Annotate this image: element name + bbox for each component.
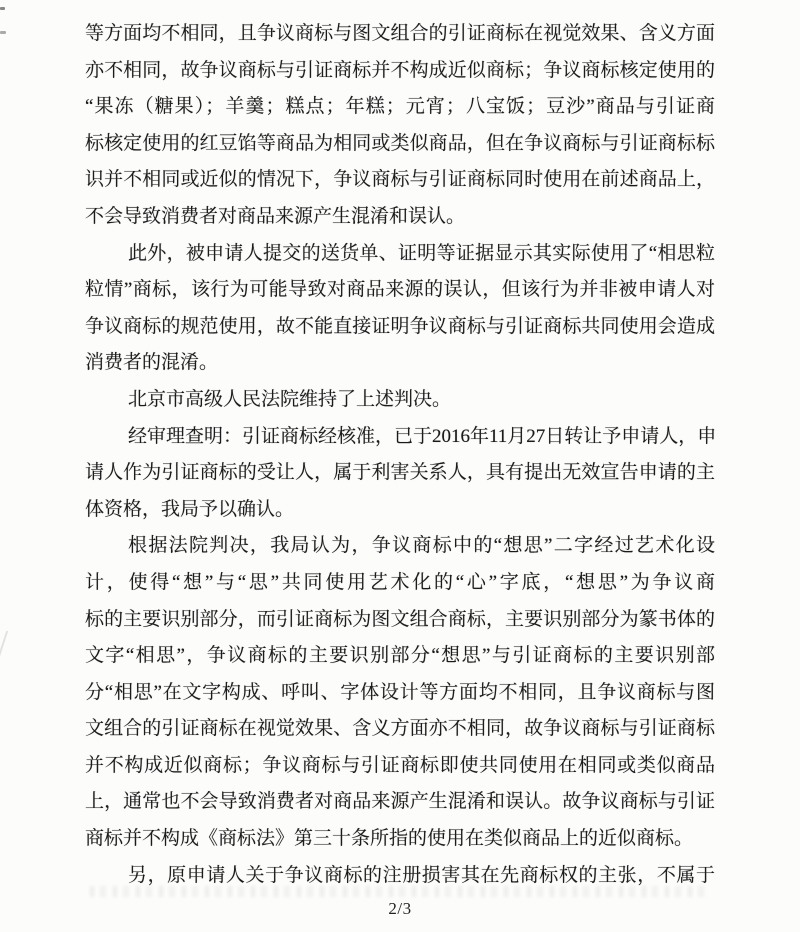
text-line-p1-4: 标核定使用的红豆馅等商品为相同或类似商品，但在争议商标与引证商标标 [85, 132, 715, 154]
scan-artifact [0, 7, 5, 10]
text-line-p5-2: 计，使得“想”与“思”共同使用艺术化的“心”字底，“想思”为争议商 [85, 571, 715, 593]
text-line-p1-5: 识并不相同或近似的情况下，争议商标与引证商标同时使用在前述商品上， [85, 169, 715, 191]
bleed-through-artifact [90, 886, 710, 897]
text-line-p2-4: 消费者的混淆。 [85, 352, 219, 374]
text-line-p2-3: 争议商标的规范使用，故不能直接证明争议商标与引证商标共同使用会造成 [85, 315, 715, 337]
text-line-p5-7: 并不构成近似商标；争议商标与引证商标即使共同使用在相同或类似商品 [85, 754, 715, 776]
text-line-p2-1: 此外，被申请人提交的送货单、证明等证据显示其实际使用了“相思粒 [128, 242, 715, 264]
text-line-p4-3: 体资格，我局予以确认。 [85, 498, 295, 520]
text-line-p6-1: 另，原申请人关于争议商标的注册损害其在先商标权的主张，不属于 [128, 864, 715, 886]
text-line-p5-3: 标的主要识别部分，而引证商标为图文组合商标，主要识别部分为篆书体的 [85, 608, 715, 630]
text-line-p5-4: 文字“相思”，争议商标的主要识别部分“想思”与引证商标的主要识别部 [85, 645, 715, 667]
text-line-p1-3: “果冻（糖果）；羊羹；糕点；年糕；元宵；八宝饭；豆沙”商品与引证商 [85, 96, 715, 118]
text-line-p5-6: 文组合的引证商标在视觉效果、含义方面亦不相同，故争议商标与引证商标 [85, 718, 715, 740]
text-line-p5-5: 分“相思”在文字构成、呼叫、字体设计等方面均不相同，且争议商标与图 [85, 681, 715, 703]
text-line-p1-6: 不会导致消费者对商品来源产生混淆和误认。 [85, 205, 466, 227]
text-line-p4-2: 请人作为引证商标的受让人，属于利害关系人，具有提出无效宣告申请的主 [85, 462, 715, 484]
document-body [85, 16, 715, 894]
text-line-p3-1: 北京市高级人民法院维持了上述判决。 [128, 388, 452, 410]
text-line-p4-1: 经审理查明：引证商标经核准，已于2016年11月27日转让予申请人，申 [128, 425, 717, 447]
text-line-p5-8: 上，通常也不会导致消费者对商品来源产生混淆和误认。故争议商标与引证 [85, 791, 715, 813]
scan-artifact [0, 631, 8, 664]
text-line-p5-9: 商标并不构成《商标法》第三十条所指的使用在类似商品上的近似商标。 [85, 828, 694, 850]
text-line-p2-2: 粒情”商标，该行为可能导致对商品来源的误认，但该行为并非被申请人对 [85, 279, 715, 301]
text-line-p1-1: 等方面均不相同，且争议商标与图文组合的引证商标在视觉效果、含义方面 [85, 23, 715, 44]
text-line-p1-2: 亦不相同，故争议商标与引证商标并不构成近似商标；争议商标核定使用的 [85, 59, 715, 81]
page-number: 2/3 [388, 899, 412, 918]
scan-artifact [0, 31, 6, 34]
text-line-p5-1: 根据法院判决，我局认为，争议商标中的“想思”二字经过艺术化设 [128, 535, 715, 557]
